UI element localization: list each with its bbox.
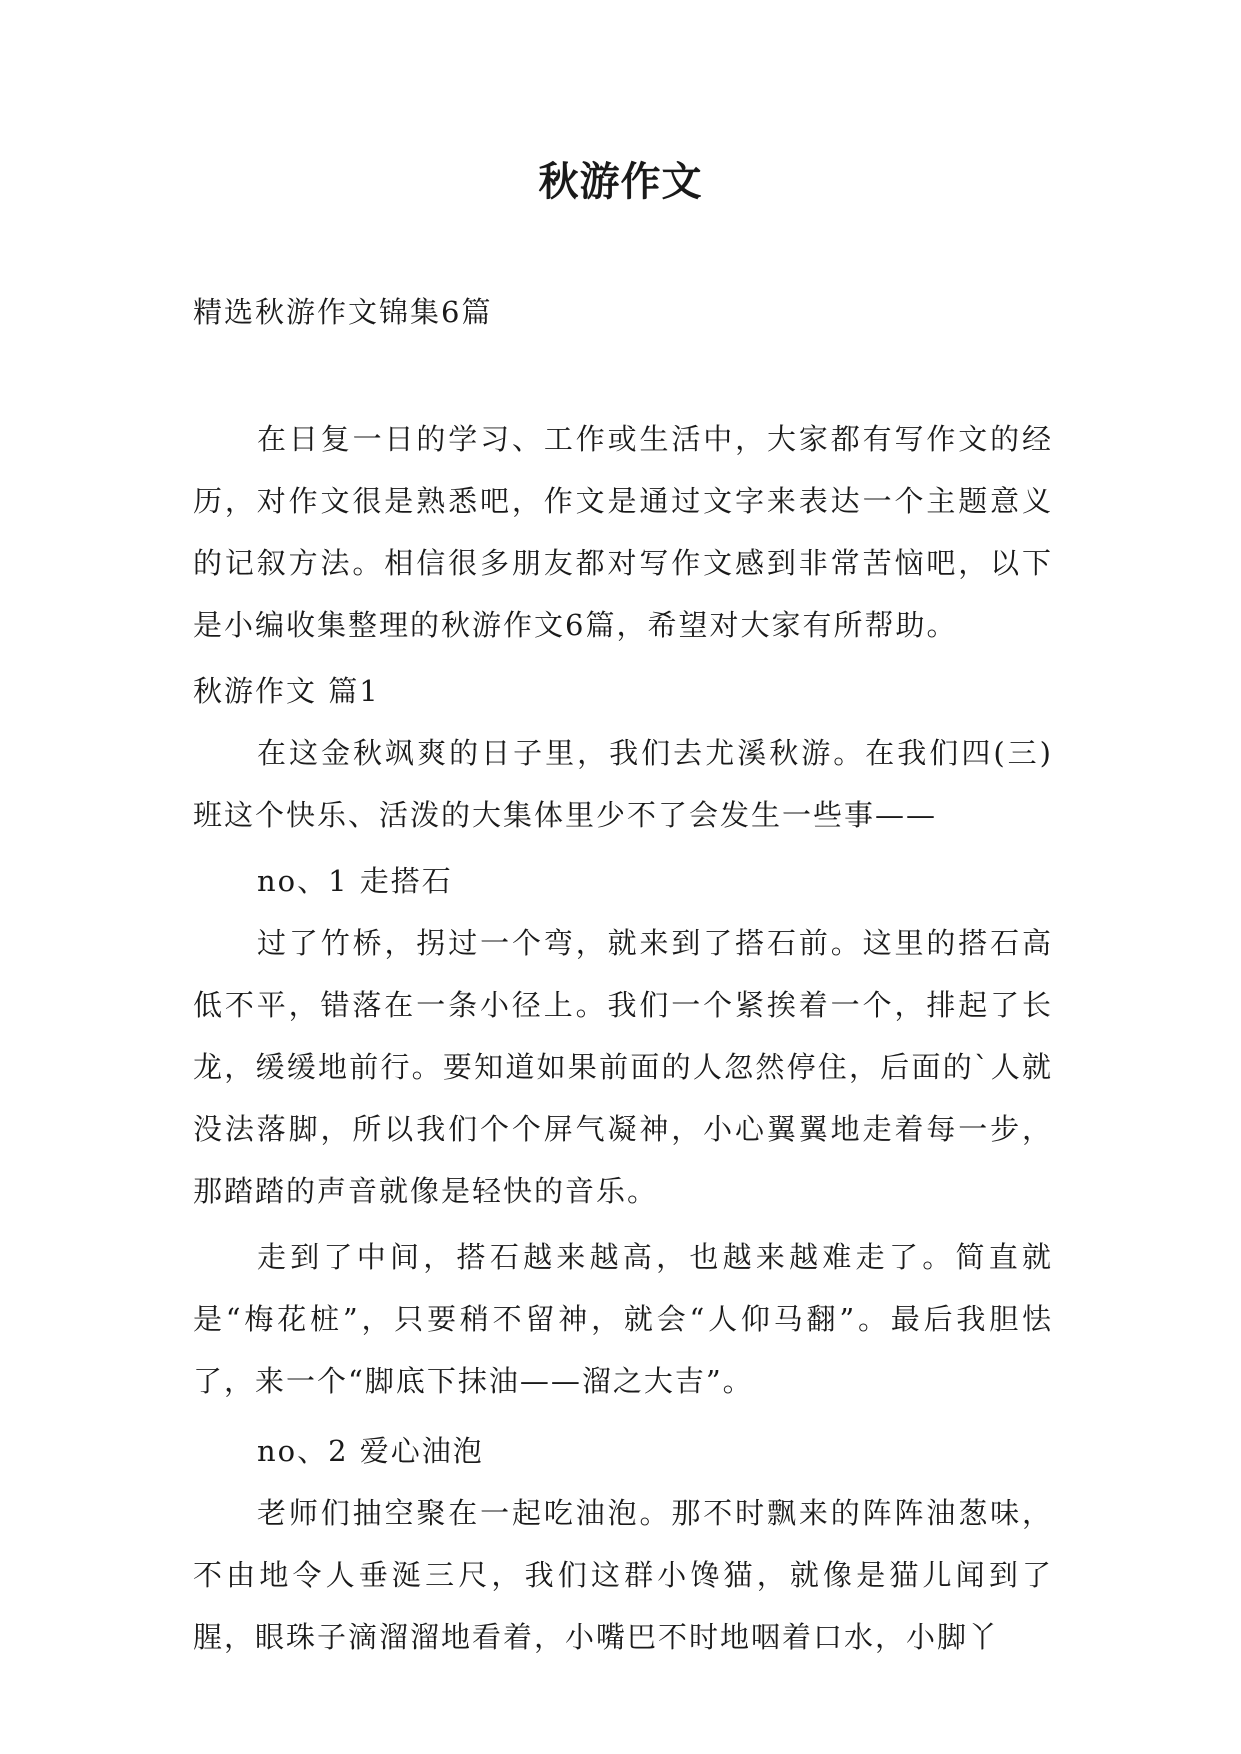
document-title: 秋游作文 bbox=[538, 158, 703, 205]
paragraph-2: 过了竹桥，拐过一个弯，就来到了搭石前。这里的搭石高低不平，错落在一条小径上。我们一个紧挨着一个，排起了长龙，缓缓地前行。要知道如果前面的人忽然停住，后面的`人就没法落脚，所以我们个个屏气凝神，小心翼翼地走着每一步，那踏踏的声音就像是轻快的音乐。 bbox=[193, 926, 1053, 1208]
intro-paragraph: 在日复一日的学习、工作或生活中，大家都有写作文的经历，对作文很是熟悉吧，作文是通过文字来表达一个主题意义的记叙方法。相信很多朋友都对写作文感到非常苦恼吧，以下是小编收集整理的秋游作文6篇，希望对大家有所帮助。 bbox=[193, 422, 1053, 642]
item-2-heading: no、2 爱心油泡 bbox=[257, 1434, 484, 1468]
paragraph-3: 走到了中间，搭石越来越高，也越来越难走了。简直就是“梅花桩”，只要稍不留神，就会“人仰马翻”。最后我胆怯了，来一个“脚底下抹油——溜之大吉”。 bbox=[193, 1240, 1053, 1398]
paragraph-4: 老师们抽空聚在一起吃油泡。那不时飘来的阵阵油葱味，不由地令人垂涎三尺，我们这群小馋猫，就像是猫儿闻到了腥，眼珠子滴溜溜地看着，小嘴巴不时地咽着口水，小脚丫 bbox=[193, 1496, 1053, 1654]
paragraph-1: 在这金秋飒爽的日子里，我们去尤溪秋游。在我们四(三)班这个快乐、活泼的大集体里少不了会发生一些事—— bbox=[193, 736, 1053, 832]
section-heading: 秋游作文 篇1 bbox=[193, 674, 380, 708]
document-subtitle: 精选秋游作文锦集6篇 bbox=[193, 295, 493, 329]
document-body bbox=[193, 408, 1053, 1668]
item-1-heading: no、1 走搭石 bbox=[257, 864, 453, 898]
